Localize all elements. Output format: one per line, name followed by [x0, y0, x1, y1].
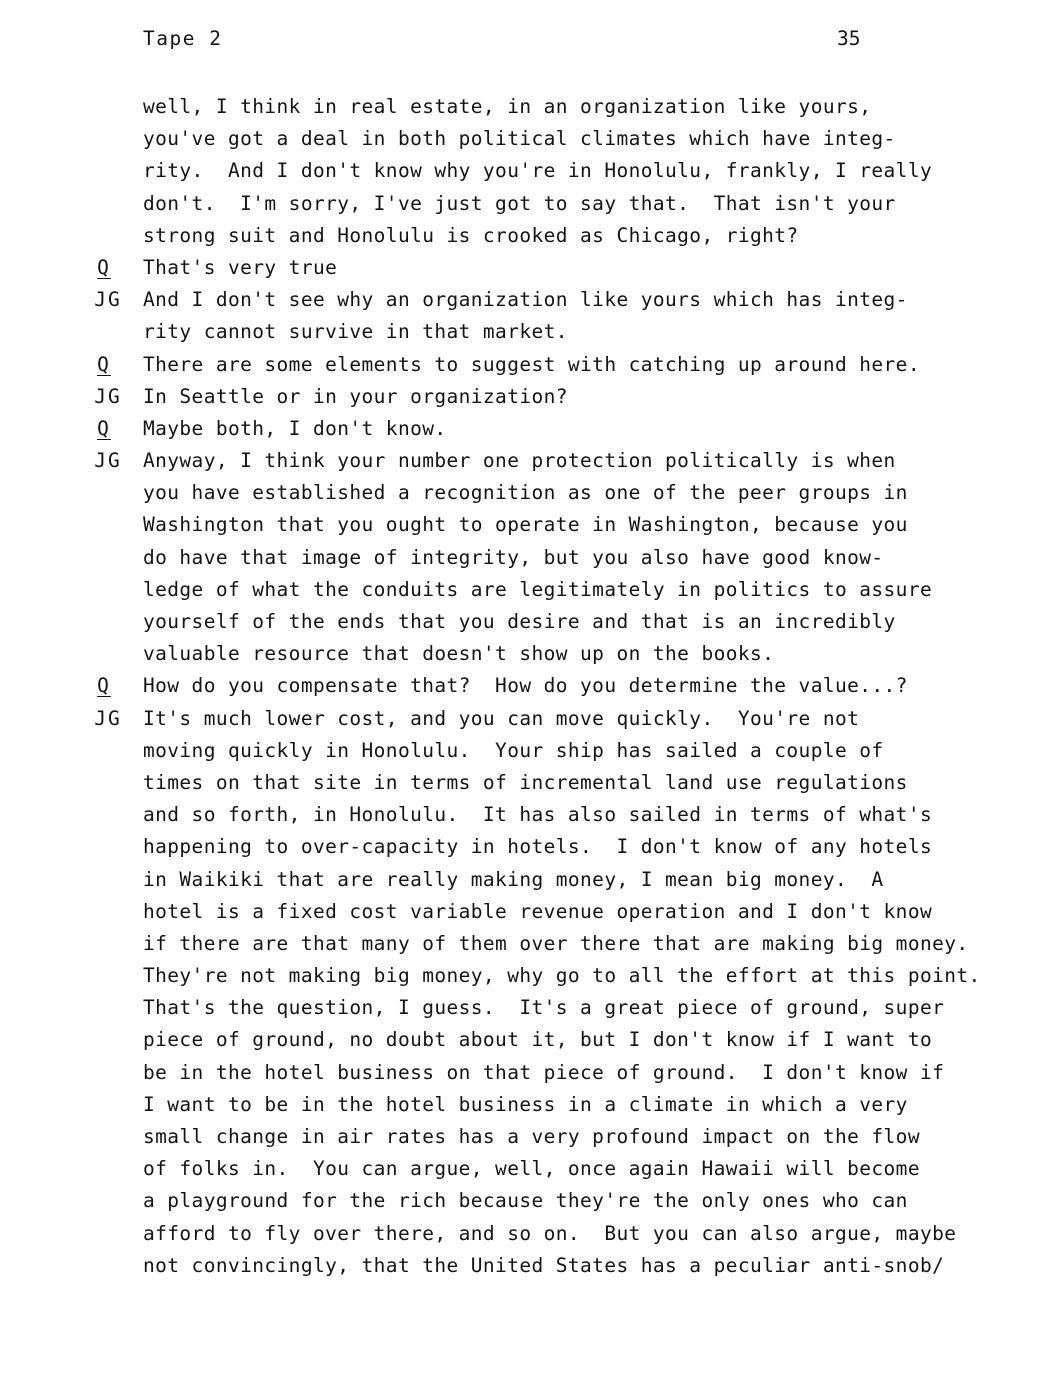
transcript-text: you've got a deal in both political climates which have integ- — [143, 127, 896, 151]
transcript-text: a playground for the rich because they're the only ones who can — [143, 1189, 908, 1213]
transcript-line — [0, 1121, 1062, 1153]
speaker-label: Q — [97, 255, 111, 279]
speaker-label: JG — [94, 449, 122, 473]
transcript-text: small change in air rates has a very profound impact on the flow — [143, 1125, 920, 1148]
transcript-line — [0, 477, 1062, 509]
transcript-text: afford to fly over there, and so on. But you can also argue, maybe — [143, 1221, 957, 1245]
transcript-line — [0, 928, 1062, 960]
speaker-label: JG — [94, 384, 122, 408]
transcript-line — [0, 574, 1062, 606]
transcript-line — [0, 670, 1062, 702]
transcript-text: It's much lower cost, and you can move quickly. You're not — [143, 706, 860, 730]
transcript-text: rity. And I don't know why you're in Honolulu, frankly, I really — [143, 159, 933, 183]
transcript-line — [0, 735, 1062, 767]
transcript-line — [0, 381, 1062, 413]
transcript-text: valuable resource that doesn't show up on the books. — [143, 642, 775, 666]
transcript-line — [0, 767, 1062, 799]
transcript-text: happening to over-capacity in hotels. I don't know of any hotels — [143, 835, 933, 859]
transcript-line — [0, 316, 1062, 348]
transcript-text: strong suit and Honolulu is crooked as Chicago, right? — [143, 223, 799, 247]
transcript-text: do have that image of integrity, but you also have good know- — [143, 545, 884, 569]
transcript-text: and so forth, in Honolulu. It has also sailed in terms of what's — [143, 803, 933, 827]
speaker-label: Q — [97, 352, 111, 376]
transcript-line — [0, 960, 1062, 992]
transcript-line — [0, 349, 1062, 381]
transcript-text: piece of ground, no doubt about it, but I don't know if I want to — [143, 1028, 933, 1052]
transcript-text: you have established a recognition as one of the peer groups in — [143, 481, 908, 505]
transcript-line — [0, 831, 1062, 863]
transcript-text: be in the hotel business on that piece of ground. I don't know if — [143, 1060, 945, 1084]
transcript-text: I want to be in the hotel business in a climate in which a very — [143, 1092, 908, 1116]
transcript-text: Maybe both, I don't know. — [143, 416, 447, 440]
speaker-label: JG — [94, 706, 122, 730]
transcript-body — [0, 91, 1062, 1282]
transcript-line — [0, 252, 1062, 284]
transcript-text: There are some elements to suggest with catching up around here. — [143, 352, 920, 376]
transcript-line — [0, 992, 1062, 1024]
transcript-line — [0, 606, 1062, 638]
transcript-text: in Waikiki that are really making money, I mean big money. A — [143, 867, 884, 891]
transcript-line — [0, 864, 1062, 896]
transcript-text: if there are that many of them over there that are making big money. — [143, 931, 969, 955]
page-number: 35 — [837, 27, 861, 50]
transcript-text: don't. I'm sorry, I've just got to say that. That isn't your — [143, 191, 896, 215]
transcript-line — [0, 1057, 1062, 1089]
transcript-text: They're not making big money, why go to all the effort at this point. — [143, 964, 981, 988]
transcript-text: ledge of what the conduits are legitimately in politics to assure — [143, 577, 933, 601]
transcript-text: That's the question, I guess. It's a great piece of ground, super — [143, 996, 945, 1020]
transcript-line — [0, 445, 1062, 477]
transcript-line — [0, 703, 1062, 735]
transcript-line — [0, 1185, 1062, 1217]
transcript-line — [0, 542, 1062, 574]
transcript-text: Washington that you ought to operate in Washington, because you — [143, 513, 908, 537]
transcript-line — [0, 1218, 1062, 1250]
transcript-text: well, I think in real estate, in an organization like yours, — [143, 95, 872, 118]
transcript-line — [0, 638, 1062, 670]
transcript-text: moving quickly in Honolulu. Your ship has sailed a couple of — [143, 738, 884, 762]
transcript-text: Anyway, I think your number one protection politically is when — [143, 449, 896, 473]
transcript-line — [0, 1250, 1062, 1282]
tape-label: Tape 2 — [143, 27, 223, 50]
transcript-line — [0, 896, 1062, 928]
speaker-label: JG — [94, 288, 122, 312]
transcript-text: yourself of the ends that you desire and that is an incredibly — [143, 610, 896, 633]
transcript-text: hotel is a fixed cost variable revenue operation and I don't know — [143, 899, 933, 923]
transcript-text: not convincingly, that the United States has a peculiar anti-snob/ — [143, 1253, 945, 1277]
speaker-label: Q — [97, 416, 111, 440]
transcript-line — [0, 1153, 1062, 1185]
transcript-line — [0, 91, 1062, 123]
transcript-line — [0, 220, 1062, 252]
transcript-text: In Seattle or in your organization? — [143, 384, 568, 408]
transcript-text: of folks in. You can argue, well, once again Hawaii will become — [143, 1157, 920, 1181]
transcript-text: And I don't see why an organization like yours which has integ- — [143, 288, 908, 312]
transcript-text: rity cannot survive in that market. — [143, 320, 568, 344]
transcript-line — [0, 123, 1062, 155]
transcript-line — [0, 188, 1062, 220]
transcript-text: times on that site in terms of incremental land use regulations — [143, 770, 908, 794]
transcript-line — [0, 1024, 1062, 1056]
speaker-label: Q — [97, 674, 111, 698]
transcript-line — [0, 284, 1062, 316]
transcript-line — [0, 155, 1062, 187]
transcript-line — [0, 799, 1062, 831]
transcript-text: How do you compensate that? How do you determine the value...? — [143, 674, 908, 698]
transcript-line — [0, 413, 1062, 445]
transcript-line — [0, 1089, 1062, 1121]
transcript-text: That's very true — [143, 255, 338, 279]
transcript-line — [0, 509, 1062, 541]
